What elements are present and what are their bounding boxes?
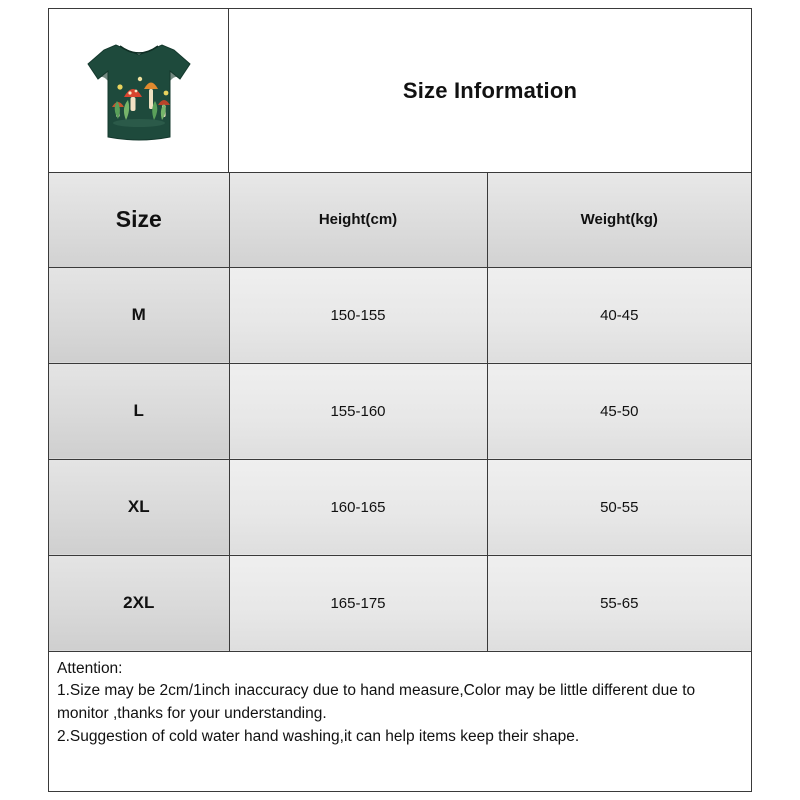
header-row [49, 9, 751, 173]
cell-size: M [49, 267, 229, 363]
column-header-weight: Weight(kg) [487, 173, 751, 267]
column-header-size: Size [49, 173, 229, 267]
table-row [49, 363, 751, 459]
product-image [74, 31, 204, 151]
size-table [49, 173, 751, 652]
product-image-cell [49, 9, 229, 172]
cell-height: 150-155 [229, 267, 487, 363]
cell-weight: 50-55 [487, 459, 751, 555]
tshirt-icon [74, 31, 204, 151]
cell-weight: 40-45 [487, 267, 751, 363]
attention-block [49, 652, 751, 749]
attention-line-1: 1.Size may be 2cm/1inch inaccuracy due to hand measure,Color may be little different due to monitor ,thanks for your understanding. [57, 682, 700, 723]
table-header-row [49, 173, 751, 267]
cell-height: 165-175 [229, 555, 487, 651]
attention-line-2: 2.Suggestion of cold water hand washing,it can help items keep their shape. [57, 727, 580, 745]
table-row [49, 555, 751, 651]
cell-weight: 55-65 [487, 555, 751, 651]
cell-weight: 45-50 [487, 363, 751, 459]
cell-size: XL [49, 459, 229, 555]
table-row [49, 459, 751, 555]
cell-height: 155-160 [229, 363, 487, 459]
title-cell [229, 9, 751, 172]
size-chart-card [48, 8, 752, 792]
cell-height: 160-165 [229, 459, 487, 555]
page-title: Size Information [402, 77, 578, 103]
cell-size: 2XL [49, 555, 229, 651]
attention-heading: Attention: [57, 659, 123, 677]
column-header-height: Height(cm) [229, 173, 487, 267]
cell-size: L [49, 363, 229, 459]
table-row [49, 267, 751, 363]
